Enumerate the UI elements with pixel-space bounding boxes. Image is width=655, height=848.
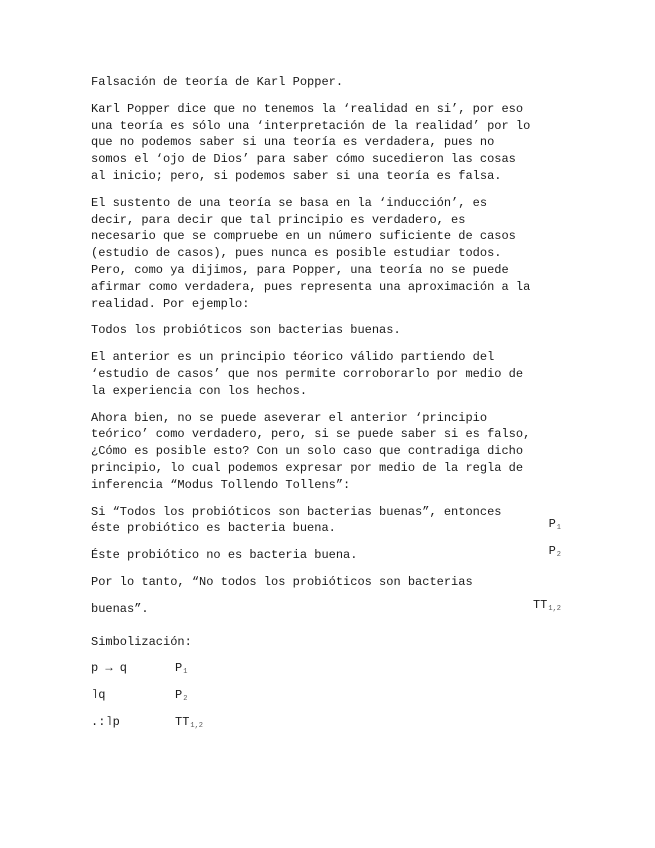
document-title: Falsación de teoría de Karl Popper. bbox=[91, 75, 344, 89]
argument-premise-1 bbox=[91, 504, 571, 538]
argument-premise-2 bbox=[91, 544, 571, 564]
symbolization-row bbox=[91, 687, 571, 704]
conclusion-text-line-1: Por lo tanto, “No todos los probióticos son bacterias bbox=[91, 574, 473, 589]
symbolization-row bbox=[91, 660, 571, 677]
symbolization-row bbox=[91, 714, 571, 731]
argument-conclusion-line-1 bbox=[91, 574, 571, 591]
document-page bbox=[91, 74, 571, 741]
symbolization-label: $TT_{1,2}$ bbox=[175, 715, 204, 731]
argument-conclusion-line-2 bbox=[91, 597, 571, 618]
symbolization-formula: p → q bbox=[91, 661, 128, 676]
symbolization-formula: .:˥p bbox=[91, 715, 120, 730]
conclusion-text-line-2: buenas”. bbox=[91, 601, 149, 616]
premise-2-label: $P_2$ bbox=[548, 544, 561, 560]
premise-1-text: Si “Todos los probióticos son bacterias buenas”, entonces éste probiótico es bacteria buena. bbox=[91, 504, 502, 536]
symbolization-heading: Simbolización: bbox=[91, 634, 192, 649]
paragraph-induction: El sustento de una teoría se basa en la ‘inducción’, es decir, para decir que tal principio es verdadero, es necesario que se compruebe en un número suficiente de casos (estudio de casos), pues nunca es posible estudiar todos. Pero, como ya dijimos, para Popper, una teoría no se puede afirmar como verdadera, pues representa una aproximación a la realidad. Por ejemplo: bbox=[91, 195, 531, 311]
conclusion-label: $TT_{1,2}$ bbox=[532, 597, 561, 613]
symbolization-formula: ˥q bbox=[91, 688, 106, 703]
premise-1-label: $P_1$ bbox=[548, 517, 561, 533]
symbolization-label: $P_2$ bbox=[175, 688, 188, 704]
paragraph-example-principle: Todos los probióticos son bacterias buenas. bbox=[91, 323, 401, 338]
paragraph-case-study: El anterior es un principio téorico válido partiendo del ‘estudio de casos’ que nos permite corroborarlo por medio de la experiencia con los hechos. bbox=[91, 350, 524, 398]
symbolization-label: $P_1$ bbox=[175, 661, 188, 677]
premise-2-text: Éste probiótico no es bacteria buena. bbox=[91, 548, 358, 563]
paragraph-modus-tollens-intro: Ahora bien, no se puede aseverar el anterior ‘principio teórico’ como verdadero, pero, si se puede saber si es falso, ¿Cómo es posible esto? Con un solo caso que contradiga dicho principio, lo cual podemos expresar por medio de la regla de inferencia “Modus Tollendo Tollens”: bbox=[91, 410, 531, 492]
paragraph-popper-reality: Karl Popper dice que no tenemos la ‘realidad en si’, por eso una teoría es sólo una ‘interpretación de la realidad’ por lo que no podemos saber si una teoría es verdadera, pues no somos el ‘ojo de Dios’ para saber cómo sucedieron las cosas al inicio; pero, si podemos saber si una teoría es falsa. bbox=[91, 101, 531, 183]
